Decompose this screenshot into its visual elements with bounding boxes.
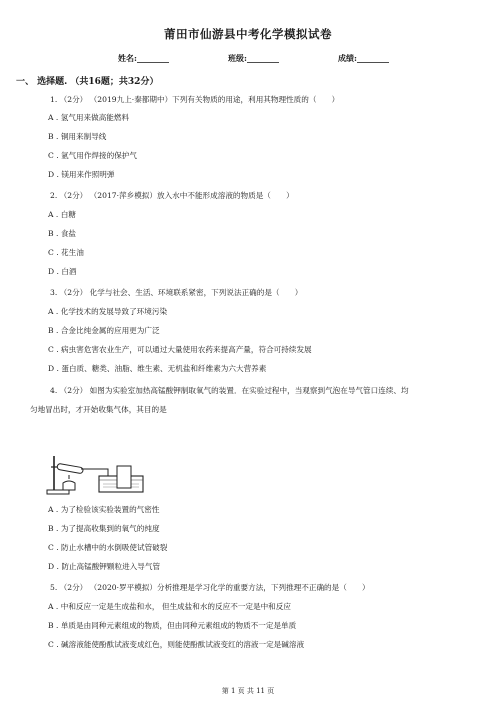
question-5-option-c: C . 碱溶液能使酚酞试液变成红色，则能使酚酞试液变红的溶液一定是碱溶液 xyxy=(48,640,305,649)
question-3-stem: 3. （2分） 化学与社会、生活、环境联系紧密，下列说法正确的是（ ） xyxy=(50,288,303,297)
question-2-option-c: C . 花生油 xyxy=(48,248,84,257)
question-4-option-a: A . 为了检验该实验装置的气密性 xyxy=(48,505,160,514)
class-field-label: 班级:________ xyxy=(228,53,279,63)
question-1-option-c: C . 氩气用作焊接的保护气 xyxy=(48,151,137,160)
question-1-option-a: A . 氢气用来做高能燃料 xyxy=(48,113,130,122)
question-5-option-b: B . 单质是由同种元素组成的物质，但由同种元素组成的物质不一定是单质 xyxy=(48,621,297,630)
question-3-option-d: D . 蛋白质、糖类、油脂、维生素、无机盐和纤维素为六大营养素 xyxy=(48,364,267,373)
question-2-option-d: D . 白酒 xyxy=(48,267,77,276)
question-3-option-c: C . 病虫害危害农业生产，可以通过大量使用农药来提高产量，符合可持续发展 xyxy=(48,345,312,354)
question-2-stem: 2. （2分） （2017·萍乡模拟）放入水中不能形成溶液的物质是（ ） xyxy=(50,191,294,200)
question-5-option-a: A . 中和反应一定是生成盐和水， 但生成盐和水的反应不一定是中和反应 xyxy=(48,602,291,611)
question-1-stem: 1. （2分） （2019九上·秦都期中）下列有关物质的用途，利用其物理性质的（ ） xyxy=(50,95,340,104)
question-4-option-d: D . 防止高锰酸钾颗粒进入导气管 xyxy=(48,562,161,571)
question-2-option-b: B . 食盐 xyxy=(48,229,77,238)
question-3-option-b: B . 合金比纯金属的应用更为广泛 xyxy=(48,326,160,335)
question-1-option-b: B . 铜用来制导线 xyxy=(48,132,107,141)
question-3-option-a: A . 化学技术的发展导致了环境污染 xyxy=(48,307,168,316)
question-4-option-c: C . 防止水槽中的水倒吸使试管破裂 xyxy=(48,543,168,552)
question-2-option-a: A . 白糖 xyxy=(48,210,76,219)
question-1-option-d: D . 镁用来作照明弹 xyxy=(48,170,115,179)
question-5-stem: 5. （2分） （2020·罗平模拟）分析推理是学习化学的重要方法，下列推理不正确的是（ ） xyxy=(50,583,370,592)
question-4-option-b: B . 为了提高收集到的氧气的纯度 xyxy=(48,524,160,533)
score-field-label: 成绩:________ xyxy=(338,53,389,63)
question-4-stem: 4. （2分） 如图为实验室加热高锰酸钾制取氧气的装置．在实验过程中，当观察到气泡在导气管口连续、均 xyxy=(50,386,409,395)
page-title: 莆田市仙游县中考化学模拟试卷 xyxy=(164,27,332,41)
section-heading: 一、 选择题. （共16题；共32分） xyxy=(16,77,159,87)
oxygen-apparatus-figure xyxy=(45,452,167,496)
question-4-stem-continued: 匀地冒出时，才开始收集气体，其目的是 xyxy=(30,405,167,414)
page-footer: 第 1 页 共 11 页 xyxy=(221,687,275,695)
name-field-label: 姓名:________ xyxy=(118,53,169,63)
